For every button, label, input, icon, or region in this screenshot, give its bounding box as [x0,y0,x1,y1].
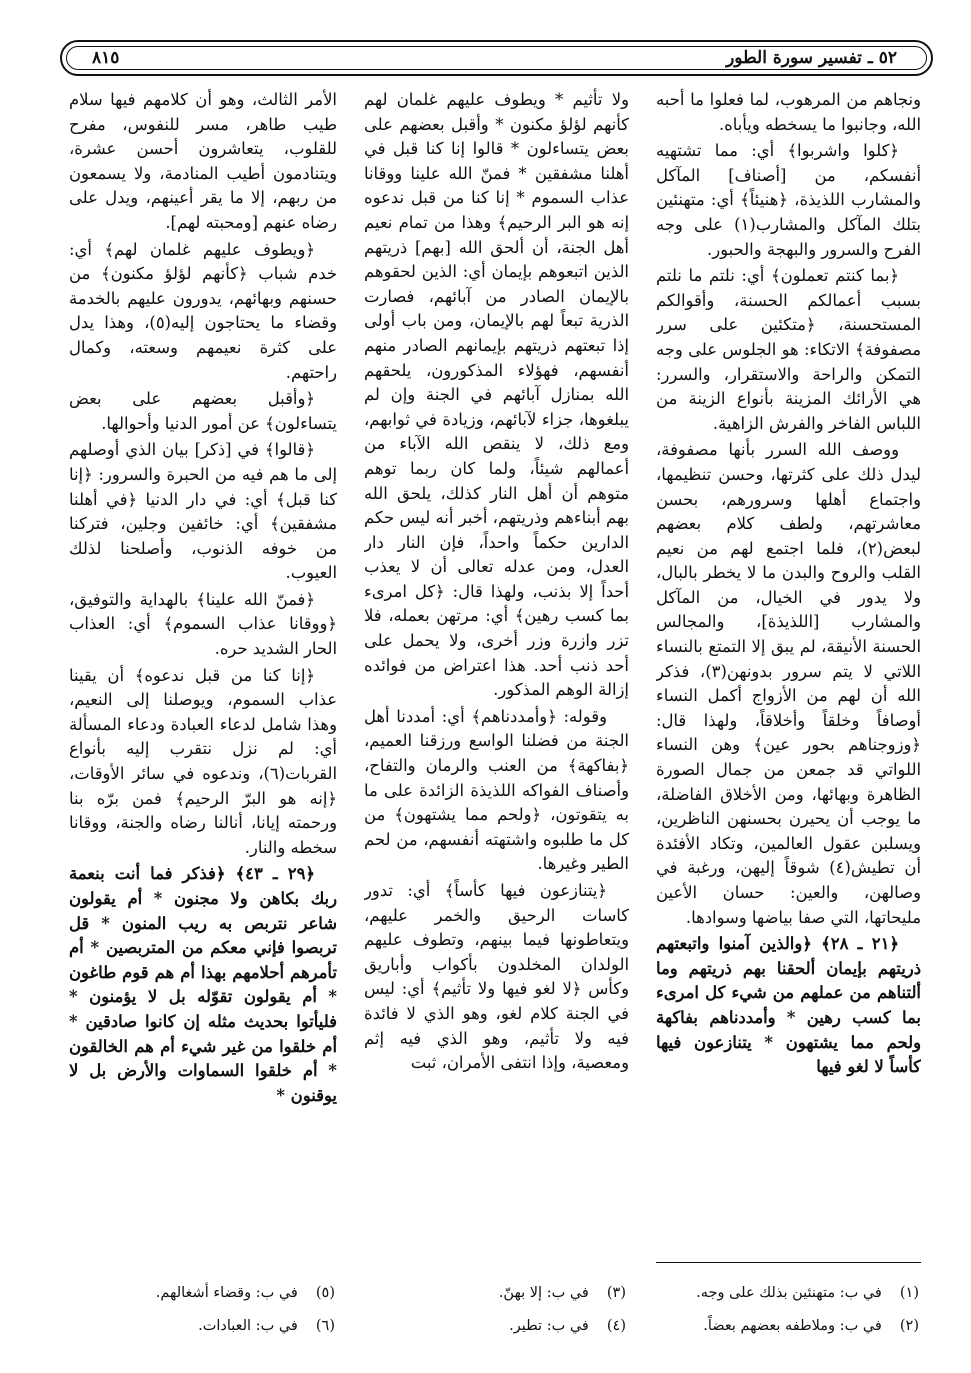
page-number: ٨١٥ [92,48,120,68]
column-middle [364,88,629,1248]
footnote-number: (١) [899,1285,919,1301]
footnote [703,1318,919,1334]
verse-block: ﴿٢٩ ـ ٤٣﴾ ﴿فذكر فما أنت بنعمة ربك بكاهن ولا مجنون * أم يقولون شاعر نتربص به ريب المنون * قل تربصوا فإني معكم من المتربصين * أم تأمرهم أحلامهم بهذا أم هم قوم طاغون * أم يقولون تقوّله بل لا يؤمنون * فليأتوا بحديث مثله إن كانوا صادقين * أم خلقوا من غير شيء أم هم الخالقون * أم خلقوا السماوات والأرض بل لا يوقنون * [69,864,337,1105]
column-left [69,88,337,1248]
paragraph: ﴿قالوا﴾ في [ذكر] بيان الذي أوصلهم إلى ما هم فيه من الحبرة والسرور: ﴿إنا كنا قبل﴾ أي: في دار الدنيا ﴿في أهلنا مشفقين﴾ أي: خائفين وجلين، فتركنا من خوفه الذنوب، وأصلحنا لذلك العيوب. [69,440,337,583]
footnote-text: في ب: وملاطفه بعضهم بعضاً. [703,1318,882,1334]
paragraph: ﴿كلوا واشربوا﴾ أي: مما تشتهيه أنفسكم، من [أصناف] المآكل والمشارب اللذيذة، ﴿هنيئاً﴾ أي: متهنئين بتلك المآكل والمشارب(١) على وجه الفرح والسرور والبهجة والحبور. [656,141,921,259]
paragraph: ﴿ويطوف عليهم غلمان لهم﴾ أي: خدم شباب ﴿كأنهم لؤلؤ مكنون﴾ من حسنهم وبهائهم، يدورون عليهم بالخدمة وقضاء ما يحتاجون إليه(٥)، وهذا يدل على كثرة نعيمهم وسعته، وكمال راحتهم. [69,239,337,382]
footnote-text: في ب: إلا بهنّ. [498,1285,589,1301]
paragraph: ونجاهم من المرهوب، لما فعلوا ما أحبه الله، وجانبوا ما يسخطه ويأباه. [656,90,921,134]
paragraph: ولا تأثيم * ويطوف عليهم غلمان لهم كأنهم لؤلؤ مكنون * وأقبل بعضهم على بعض يتساءلون * قالوا إنا كنا قبل في أهلنا مشفقين * فمنّ الله علينا ووقانا عذاب السموم * إنا كنا من قبل ندعوه إنه هو البر الرحيم﴾ وهذا من تمام نعيم أهل الجنة، أن ألحق الله [بهم] ذريتهم الذين اتبعوهم بإيمان أي: الذين لحقوهم بالإيمان الصادر من آبائهم، فصارت الذرية تبعاً لهم بالإيمان، ومن باب أولى إذا تبعتهم ذريتهم بإيمانهم الصادر منهم أنفسهم، فهؤلاء المذكورون، يلحقهم الله بمنازل آبائهم في الجنة وإن لم يبلغوها، جزاء لآبائهم، وزيادة في ثوابهم، ومع ذلك، لا ينقص الله الآباء من أعمالهم شيئاً، ولما كان ربما توهم متوهم أن أهل النار كذلك، يلحق الله بهم أبناءهم وذريتهم، أخبر أنه ليس حكم الدارين حكماً واحداً، فإن النار دار العدل، ومن عدله تعالى أن لا يعذب أحداً إلا بذنب، ولهذا قال: ﴿كل امرىء بما كسب رهين﴾ أي: مرتهن بعمله، فلا تزر وازرة وزر أخرى، ولا يحمل على أحد ذنب أحد. هذا اعتراض من فوائده إزالة الوهم المذكور. [364,90,629,700]
running-title: ٥٢ ـ تفسير سورة الطور [726,48,897,68]
footnote-text: في ب: وقضاء أشغالهم. [155,1285,298,1301]
running-header [60,40,933,76]
footnote-number: (٤) [606,1318,626,1334]
footnote-divider [656,1262,921,1263]
footnote [509,1318,626,1334]
footnote-text: في ب: متهنئين بذلك على وجه. [696,1285,882,1301]
paragraph: وقوله: ﴿وأمددناهم﴾ أي: أمددنا أهل الجنة من فضلنا الواسع ورزقنا العميم، ﴿بفاكهة﴾ من العنب والرمان والتفاح، وأصناف الفواكه اللذيذة الزائدة على ما به يتقوتون، ﴿ولحم مما يشتهون﴾ من كل ما طلبوه واشتهته أنفسهم، من لحم الطير وغيرها. [364,706,629,874]
footnote [499,1285,626,1301]
paragraph: ﴿إنا كنا من قبل ندعوه﴾ أن يقينا عذاب السموم، ويوصلنا إلى النعيم، وهذا شامل لدعاء العبادة ودعاء المسألة أي: لم نزل نتقرب إليه بأنواع القربات(٦)، وندعوه في سائر الأوقات، ﴿إنه هو البرّ الرحيم﴾ فمن برّه بنا ورحمته إيانا، أنالنا رضاه والجنة، ووقانا سخطه والنار. [69,665,337,857]
footnote-number: (٦) [315,1318,335,1334]
paragraph: ﴿فمنّ الله علينا﴾ بالهداية والتوفيق، ﴿ووقانا عذاب السموم﴾ أي: العذاب الحار الشديد حره. [69,589,337,659]
footnote-text: في ب: العبادات. [198,1318,298,1334]
footnote-number: (٥) [315,1285,335,1301]
paragraph: ووصف الله السرر بأنها مصفوفة، ليدل ذلك على كثرتها، وحسن تنظيمها، واجتماع أهلها وسرورهم، بحسن معاشرتهم، ولطف كلام بعضهم لبعض(٢)، فلما اجتمع لهم من نعيم القلب والروح والبدن ما لا يخطر بالبال، ولا يدور في الخيال، من المآكل والمشارب [اللذيذة]، والمجالس الحسنة الأنيقة، لم يبق إلا التمتع بالنساء اللاتي لا يتم سرور بدونهن(٣)، فذكر الله أن لهم من الأزواج أكمل النساء أوصافاً وخلقاً وأخلاقاً، ولهذا قال: ﴿وزوجناهم بحور عين﴾ وهن النساء اللواتي قد جمعن من جمال الصورة الظاهرة وبهائها، ومن الأخلاق الفاضلة، ما يوجب أن يحيرن بحسنهن الناظرين، ويسلبن عقول العالمين، وتكاد الأفئدة أن تطيش(٤) شوقاً إليهن، ورغبة في وصالهن، والعين: حسان الأعين مليحاتها، التي صفا بياضها وسوادها. [656,440,921,927]
footnote-number: (٣) [606,1285,626,1301]
paragraph: الأمر الثالث، وهو أن كلامهم فيها سلام طيب طاهر، مسر للنفوس، مفرح للقلوب، يتعاشرون أحسن عشرة، ويتنادمون أطيب المنادمة، ولا يسمعون من ربهم، إلا ما يقر أعينهم، ويدل على رضاه عنهم [ومحبته لهم]. [69,90,337,232]
paragraph: ﴿بما كنتم تعملون﴾ أي: نلتم ما نلتم بسبب أعمالكم الحسنة، وأقوالكم المستحسنة، ﴿متكئين على سرر مصفوفة﴾ الاتكاء: هو الجلوس على وجه التمكن والراحة والاستقرار، والسرر: هي الأرائك المزينة بأنواع الزينة من اللباس الفاخر والفرش الزاهية. [656,266,921,433]
footnote-number: (٢) [899,1318,919,1334]
column-right [656,88,921,1248]
footnote [156,1285,335,1301]
paragraph: ﴿وأقبل بعضهم على بعض يتساءلون﴾ عن أمور الدنيا وأحوالها. [69,389,337,433]
footnote [198,1318,335,1334]
verse-block: ﴿٢١ ـ ٢٨﴾ ﴿والذين آمنوا واتبعتهم ذريتهم بإيمان ألحقنا بهم ذريتهم وما ألتناهم من عملهم من شيء كل امرىء بما كسب رهين * وأمددناهم بفاكهة ولحم مما يشتهون * يتنازعون فيها كأساً لا لغو فيها [656,934,921,1077]
paragraph: ﴿يتنازعون فيها كأساً﴾ أي: تدور كاسات الرحيق والخمر عليهم، ويتعاطونها فيما بينهم، وتطوف عليهم الولدان المخلدون بأكواب وأباريق وكأس ﴿لا لغو فيها ولا تأثيم﴾ أي: ليس في الجنة كلام لغو، وهو الذي لا فائدة فيه ولا تأثيم، وهو الذي فيه إثم ومعصية، وإذا انتفى الأمران، ثبت [364,881,629,1073]
footnote-text: في ب: تطير. [509,1318,589,1334]
footnote [696,1285,919,1301]
